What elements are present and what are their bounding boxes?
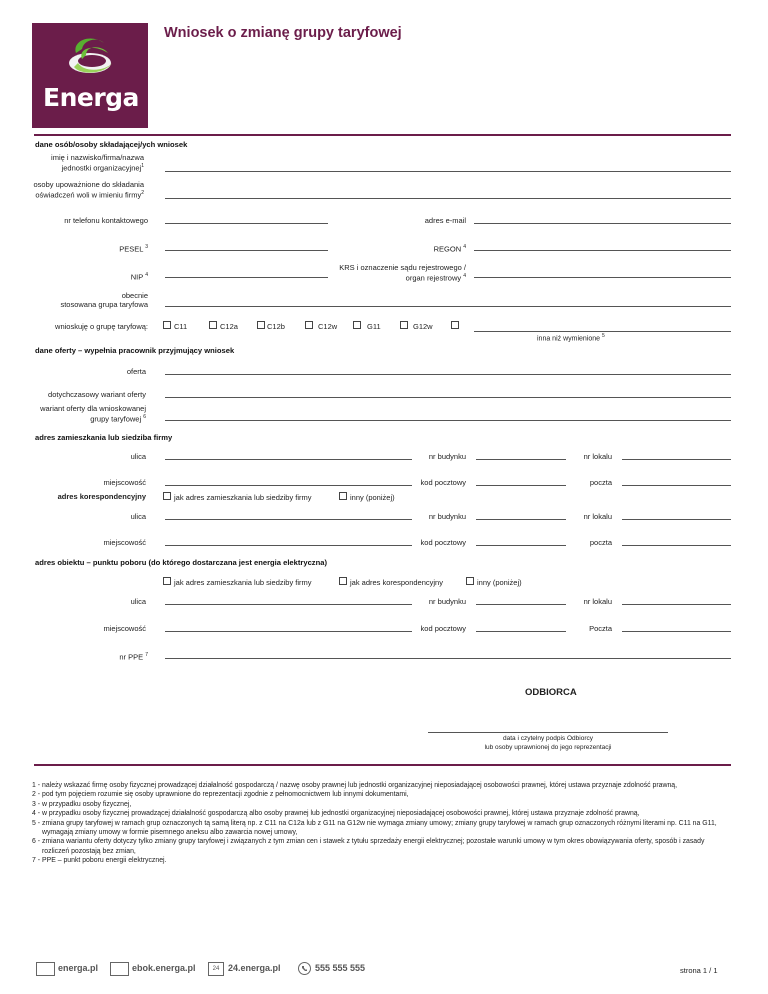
- nip-field[interactable]: [165, 277, 328, 278]
- footnote: 2 - pod tym pojęciem rozumie się osoby uprawnione do reprezentacji zgodnie z pełnomocnictwem lub innymi dokumentami,: [32, 791, 409, 799]
- phone-number: 555 555 555: [315, 963, 366, 973]
- logo-text: Energa: [43, 83, 139, 112]
- section-offer: dane oferty – wypełnia pracownik przyjmujący wniosek: [35, 346, 235, 355]
- tariff-c12a-checkbox[interactable]: [209, 321, 217, 329]
- phone-label: nr telefonu kontaktowego: [64, 216, 148, 225]
- energa-swirl-icon: [32, 23, 148, 83]
- building-label: nr budynku: [428, 452, 466, 461]
- tariff-other-checkbox[interactable]: [451, 321, 459, 329]
- laptop-icon: [110, 962, 129, 976]
- phone-field[interactable]: [165, 223, 328, 224]
- obj-street-label: ulica: [130, 597, 146, 606]
- offer-label: oferta: [126, 367, 146, 376]
- obj-street-field[interactable]: [165, 604, 412, 605]
- ebok-link[interactable]: ebok.energa.pl: [132, 963, 196, 973]
- corr-street-label: ulica: [130, 512, 146, 521]
- obj-other-checkbox[interactable]: [466, 577, 474, 585]
- street-label: ulica: [130, 452, 146, 461]
- obj-city-field[interactable]: [165, 631, 412, 632]
- corr-postcode-label: kod pocztowy: [420, 538, 466, 547]
- req-variant-label: wariant oferty dla wnioskowanej grupy taryfowej $^6$: [40, 404, 146, 424]
- city-field[interactable]: [165, 485, 412, 486]
- signature-heading: ODBIORCA: [525, 687, 577, 698]
- obj-same-home-checkbox[interactable]: [163, 577, 171, 585]
- site-link[interactable]: energa.pl: [58, 963, 99, 973]
- obj-same-home-label: jak adres zamieszkania lub siedziby firmy: [174, 578, 312, 587]
- divider: [34, 764, 731, 766]
- corr-address-label: adres korespondencyjny: [57, 492, 146, 501]
- obj-city-label: miejscowość: [103, 624, 146, 633]
- corr-same-label: jak adres zamieszkania lub siedziby firmy: [174, 493, 312, 502]
- obj-same-corr-checkbox[interactable]: [339, 577, 347, 585]
- corr-building-field[interactable]: [476, 519, 566, 520]
- signature-caption: data i czytelny podpis Odbiorcy lub osoby uprawnionej do jego reprezentacji: [484, 735, 612, 751]
- tariff-c12w-checkbox[interactable]: [305, 321, 313, 329]
- footnote: 3 - w przypadku osoby fizycznej,: [32, 800, 132, 808]
- divider: [34, 134, 731, 136]
- city-label: miejscowość: [103, 478, 146, 487]
- tariff-c12b-label: C12b: [267, 322, 285, 331]
- footnote: 4 - w przypadku osoby fizycznej prowadzącej działalność gospodarczą albo osoby prawnej lub jednostki organizacyjnej nieposiadającej osobowości prawnej, której ustawa przyznaje zdolność prawną,: [32, 810, 640, 818]
- h24-link[interactable]: 24.energa.pl: [228, 963, 281, 973]
- corr-postcode-field[interactable]: [476, 545, 566, 546]
- obj-postcode-label: kod pocztowy: [420, 624, 466, 633]
- nip-label: NIP $^4$: [130, 272, 148, 282]
- email-label: adres e-mail: [424, 216, 466, 225]
- post-label: poczta: [589, 478, 612, 487]
- obj-flat-label: nr lokalu: [583, 597, 612, 606]
- krs-label: KRS i oznaczenie sądu rejestrowego / organ rejestrowy $^4$: [339, 263, 466, 283]
- tariff-c12w-label: C12w: [318, 322, 338, 331]
- prev-variant-field[interactable]: [165, 397, 731, 398]
- authorized-field[interactable]: [165, 198, 731, 199]
- post-field[interactable]: [622, 485, 731, 486]
- regon-label: REGON $^4$: [433, 244, 466, 254]
- request-tariff-label: wnioskuję o grupę taryfową:: [55, 322, 148, 331]
- corr-same-checkbox[interactable]: [163, 492, 171, 500]
- page-number: strona 1 / 1: [680, 966, 718, 975]
- footnotes: [32, 781, 732, 866]
- calendar-24-icon: 24: [208, 962, 224, 976]
- corr-street-field[interactable]: [165, 519, 412, 520]
- current-tariff-label: obecnie stosowana grupa taryfowa: [60, 291, 148, 309]
- footnote: 7 - PPE – punkt poboru energii elektrycznej.: [32, 857, 167, 865]
- footnote: 5 - zmiana grupy taryfowej w ramach grup oznaczonych tą samą literą np. z C11 na C12a lub z G11 na G12w nie wymaga zmiany umowy; zmiany grupy taryfowej w ramach grup oznaczonych różnymi literami np. C11 na G11, wymagają zmiany umowy w formie pisemnego aneksu albo zawarcia nowej umowy,: [32, 819, 717, 837]
- laptop-icon: [36, 962, 55, 976]
- tariff-c11-checkbox[interactable]: [163, 321, 171, 329]
- flat-label: nr lokalu: [583, 452, 612, 461]
- obj-postcode-field[interactable]: [476, 631, 566, 632]
- ppe-label: nr PPE $^7$: [119, 652, 148, 662]
- regon-field[interactable]: [474, 250, 731, 251]
- obj-post-field[interactable]: [622, 631, 731, 632]
- corr-city-label: miejscowość: [103, 538, 146, 547]
- tariff-g12w-checkbox[interactable]: [400, 321, 408, 329]
- building-field[interactable]: [476, 459, 566, 460]
- tariff-g12w-label: G12w: [413, 322, 433, 331]
- tariff-other-field[interactable]: [474, 331, 731, 332]
- flat-field[interactable]: [622, 459, 731, 460]
- postcode-field[interactable]: [476, 485, 566, 486]
- krs-field[interactable]: [474, 277, 731, 278]
- corr-other-checkbox[interactable]: [339, 492, 347, 500]
- corr-post-field[interactable]: [622, 545, 731, 546]
- email-field[interactable]: [474, 223, 731, 224]
- obj-post-label: Poczta: [589, 624, 612, 633]
- corr-flat-field[interactable]: [622, 519, 731, 520]
- section-applicant: dane osób/osoby składającej/ych wniosek: [35, 140, 188, 149]
- obj-same-corr-label: jak adres korespondencyjny: [350, 578, 443, 587]
- footnote: 1 - należy wskazać firmę osoby fizycznej prowadzącej działalność gospodarczą / nazwę osoby prawnej lub jednostki organizacyjnej nieposiadającej osobowości prawnej, której ustawa przyznaje zdolność prawną,: [32, 782, 678, 789]
- prev-variant-label: dotychczasowy wariant oferty: [48, 390, 146, 399]
- obj-building-label: nr budynku: [428, 597, 466, 606]
- page-title: Wniosek o zmianę grupy taryfowej: [164, 25, 402, 41]
- street-field[interactable]: [165, 459, 412, 460]
- tariff-g11-label: G11: [367, 322, 381, 331]
- postcode-label: kod pocztowy: [420, 478, 466, 487]
- name-label: imię i nazwisko/firma/nazwa jednostki organizacyjnej$^1$: [51, 153, 144, 173]
- footnote: 6 - zmiana wariantu oferty dotyczy tylko zmiany grupy taryfowej i związanych z tym zmian cen i stawek z tytułu sprzedaży energii elektrycznej; pozostałe warunki umowy w tym okres obowiązywania oferty, sposób i zasady rozliczeń pozostają bez zmian,: [32, 838, 705, 855]
- corr-city-field[interactable]: [165, 545, 412, 546]
- energa-logo: [32, 23, 148, 128]
- tariff-c12a-label: C12a: [220, 322, 238, 331]
- authorized-label: osoby upoważnione do składania oświadczeń woli w imieniu firmy$^2$: [33, 180, 144, 200]
- current-tariff-field[interactable]: [165, 306, 731, 307]
- tariff-c11-label: C11: [174, 322, 188, 331]
- pesel-field[interactable]: [165, 250, 328, 251]
- obj-flat-field[interactable]: [622, 604, 731, 605]
- phone-icon: [298, 962, 311, 975]
- section-address: adres zamieszkania lub siedziba firmy: [35, 433, 173, 442]
- signature-field[interactable]: [428, 732, 668, 733]
- offer-field[interactable]: [165, 374, 731, 375]
- corr-other-label: inny (poniżej): [350, 493, 395, 502]
- corr-post-label: poczta: [589, 538, 612, 547]
- ppe-field[interactable]: [165, 658, 731, 659]
- tariff-other-note: inna niż wymienione $^5$: [537, 333, 605, 343]
- tariff-c12b-checkbox[interactable]: [257, 321, 265, 329]
- obj-other-label: inny (poniżej): [477, 578, 522, 587]
- tariff-g11-checkbox[interactable]: [353, 321, 361, 329]
- req-variant-field[interactable]: [165, 420, 731, 421]
- name-field[interactable]: [165, 171, 731, 172]
- obj-building-field[interactable]: [476, 604, 566, 605]
- section-object: adres obiektu – punktu poboru (do którego dostarczana jest energia elektryczna): [35, 558, 327, 567]
- pesel-label: PESEL $^3$: [119, 244, 148, 254]
- corr-flat-label: nr lokalu: [583, 512, 612, 521]
- corr-building-label: nr budynku: [428, 512, 466, 521]
